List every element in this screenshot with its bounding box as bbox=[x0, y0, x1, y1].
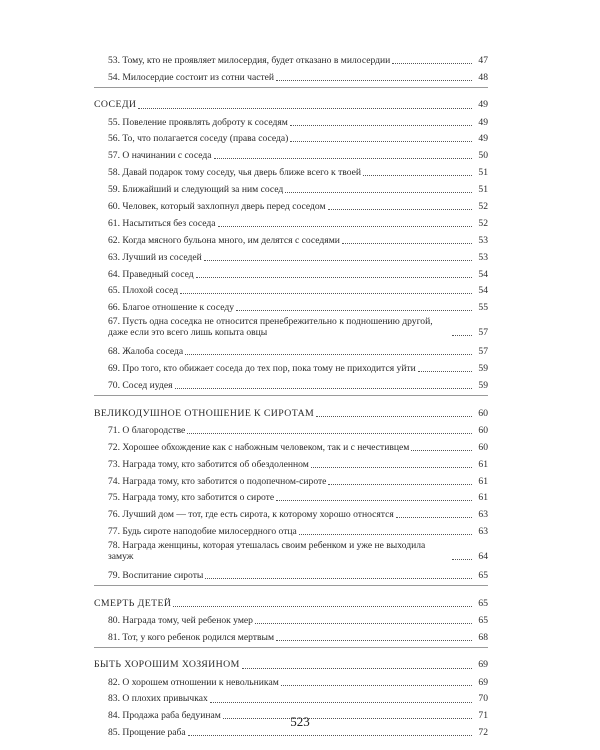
toc-entry-page: 71 bbox=[478, 710, 488, 722]
toc-entry-page: 72 bbox=[478, 727, 488, 739]
toc-entry-page: 51 bbox=[478, 184, 488, 196]
toc-entry-number: 65. bbox=[108, 285, 120, 297]
toc-entry[interactable] bbox=[94, 49, 488, 66]
toc-entry[interactable] bbox=[94, 487, 488, 504]
section-heading-title: ВЕЛИКОДУШНОЕ ОТНОШЕНИЕ К СИРОТАМ bbox=[94, 407, 315, 419]
toc-entry-number: 83. bbox=[108, 693, 120, 705]
toc-entry[interactable] bbox=[94, 419, 488, 436]
toc-entry[interactable] bbox=[94, 313, 488, 340]
toc-entry-page: 57 bbox=[478, 327, 488, 339]
toc-entry-title bbox=[108, 235, 340, 246]
toc-entry-title bbox=[108, 509, 394, 520]
toc-entry-text: Хорошее обхождение как с набожным человеком, так и с нечестивцем bbox=[122, 441, 410, 453]
toc-entry-page: 53 bbox=[478, 251, 488, 263]
dot-leader bbox=[175, 388, 472, 389]
toc-entry-text: Праведный сосед bbox=[122, 268, 194, 280]
dot-leader bbox=[180, 293, 472, 294]
toc-entry-text: Пусть одна соседка не относится пренебрежительно к подношению другой, даже если это всего лишь копыта овцы bbox=[108, 316, 433, 339]
toc-entry-title bbox=[108, 540, 450, 562]
dot-leader bbox=[316, 416, 472, 417]
toc-entry-page: 61 bbox=[478, 492, 488, 504]
toc-entry-text: Награда тому, кто заботится об обездоленном bbox=[122, 458, 309, 470]
toc-entry-number: 85. bbox=[108, 727, 120, 739]
toc-entry-page: 48 bbox=[478, 71, 488, 83]
toc-entry-number: 79. bbox=[108, 570, 120, 582]
toc-entry-title bbox=[108, 677, 279, 688]
toc-entry-page: 50 bbox=[478, 150, 488, 162]
toc-entry[interactable] bbox=[94, 296, 488, 313]
dot-leader bbox=[138, 108, 472, 109]
dot-leader bbox=[188, 735, 472, 736]
dot-leader bbox=[411, 450, 472, 451]
section-heading-page: 49 bbox=[478, 99, 488, 111]
toc-entry-number: 58. bbox=[108, 167, 120, 179]
toc-entry-page: 59 bbox=[478, 363, 488, 375]
toc-entry-number: 71. bbox=[108, 424, 120, 436]
toc-entry-text: Награда женщины, которая утешалась своим ребенком и уже не выходила замуж bbox=[108, 540, 426, 563]
toc-section bbox=[94, 396, 488, 586]
toc-entry[interactable] bbox=[94, 688, 488, 705]
toc-entry-title bbox=[108, 363, 416, 374]
toc-entry-title bbox=[108, 526, 297, 537]
dot-leader bbox=[290, 141, 472, 142]
section-heading[interactable] bbox=[94, 402, 488, 419]
toc-entry-text: Награда тому, кто заботится о подопечном-сироте bbox=[122, 475, 327, 487]
toc-entry[interactable] bbox=[94, 111, 488, 128]
dot-leader bbox=[276, 640, 472, 641]
toc-entry-title bbox=[108, 615, 253, 626]
toc-entry-number: 72. bbox=[108, 441, 120, 453]
toc-entry[interactable] bbox=[94, 144, 488, 161]
toc-entry-text: Человек, который захлопнул дверь перед соседом bbox=[122, 200, 326, 212]
toc-entry-number: 62. bbox=[108, 234, 120, 246]
toc-entry-page: 54 bbox=[478, 268, 488, 280]
dot-leader bbox=[299, 534, 472, 535]
toc-entry-text: То, что полагается соседу (права соседа) bbox=[122, 133, 289, 145]
toc-entry[interactable] bbox=[94, 436, 488, 453]
section-heading-title: СОСЕДИ bbox=[94, 99, 137, 111]
dot-leader bbox=[311, 467, 472, 468]
toc-entry[interactable] bbox=[94, 229, 488, 246]
dot-leader bbox=[290, 125, 472, 126]
toc-entry[interactable] bbox=[94, 161, 488, 178]
toc-entry-title bbox=[108, 117, 288, 128]
toc-entry-title bbox=[108, 133, 288, 144]
toc-entry-number: 57. bbox=[108, 150, 120, 162]
section-heading-title: БЫТЬ ХОРОШИМ ХОЗЯИНОМ bbox=[94, 659, 240, 671]
dot-leader bbox=[452, 559, 472, 560]
toc-entry-text: Про того, кто обижает соседа до тех пор, пока тому не приходится уйти bbox=[122, 363, 416, 375]
toc-entry-text: Тому, кто не проявляет милосердия, будет отказано в милосердии bbox=[122, 54, 391, 66]
toc-entry-number: 84. bbox=[108, 710, 120, 722]
toc-entry[interactable] bbox=[94, 340, 488, 357]
toc-entry-number: 80. bbox=[108, 614, 120, 626]
toc-entry-page: 54 bbox=[478, 285, 488, 297]
toc-entry-number: 70. bbox=[108, 380, 120, 392]
toc-entry-page: 53 bbox=[478, 234, 488, 246]
toc-entry-page: 57 bbox=[478, 346, 488, 358]
toc-section bbox=[94, 0, 488, 88]
toc-entry-text: Лучший дом — тот, где есть сирота, к которому хорошо относятся bbox=[122, 509, 394, 521]
toc-entry-text: О благородстве bbox=[122, 424, 186, 436]
toc-entry-title bbox=[108, 150, 212, 161]
toc-section bbox=[94, 586, 488, 648]
toc-entry-text: Жалоба соседа bbox=[122, 346, 184, 358]
toc-entry-number: 77. bbox=[108, 526, 120, 538]
toc-entry-title bbox=[108, 693, 208, 704]
toc-entry-page: 68 bbox=[478, 631, 488, 643]
section-heading-page: 69 bbox=[478, 659, 488, 671]
toc-entry-page: 69 bbox=[478, 676, 488, 688]
toc-entry[interactable] bbox=[94, 520, 488, 537]
section-heading-title: СМЕРТЬ ДЕТЕЙ bbox=[94, 597, 172, 609]
toc-entry-number: 59. bbox=[108, 184, 120, 196]
toc-entry-number: 81. bbox=[108, 631, 120, 643]
toc-entry-page: 65 bbox=[478, 570, 488, 582]
toc-entry[interactable] bbox=[94, 374, 488, 391]
toc-entry-page: 65 bbox=[478, 614, 488, 626]
toc-entry-text: Плохой сосед bbox=[122, 285, 179, 297]
dot-leader bbox=[342, 243, 472, 244]
toc-entry-number: 68. bbox=[108, 346, 120, 358]
dot-leader bbox=[214, 158, 473, 159]
dot-leader bbox=[363, 175, 472, 176]
toc-entry-number: 66. bbox=[108, 302, 120, 314]
toc-entry-page: 61 bbox=[478, 458, 488, 470]
toc-entry[interactable] bbox=[94, 564, 488, 581]
dot-leader bbox=[196, 277, 472, 278]
dot-leader bbox=[281, 685, 472, 686]
dot-leader bbox=[396, 517, 472, 518]
dot-leader bbox=[392, 63, 472, 64]
dot-leader bbox=[276, 500, 472, 501]
toc-entry-title bbox=[108, 380, 173, 391]
dot-leader bbox=[452, 335, 472, 336]
toc-entry[interactable] bbox=[94, 453, 488, 470]
toc-entry-title bbox=[108, 201, 326, 212]
toc-entry[interactable] bbox=[94, 280, 488, 297]
toc-entry-number: 69. bbox=[108, 363, 120, 375]
dot-leader bbox=[236, 310, 472, 311]
toc-section bbox=[94, 88, 488, 396]
section-heading-page: 65 bbox=[478, 597, 488, 609]
toc-entry[interactable] bbox=[94, 357, 488, 374]
toc-entry-text: Продажа раба бедуинам bbox=[122, 710, 221, 722]
toc-entry-page: 60 bbox=[478, 441, 488, 453]
toc-entry-page: 55 bbox=[478, 302, 488, 314]
dot-leader bbox=[328, 484, 472, 485]
dot-leader bbox=[210, 702, 472, 703]
toc-entry-number: 75. bbox=[108, 492, 120, 504]
toc-entry[interactable] bbox=[94, 503, 488, 520]
dot-leader bbox=[187, 433, 472, 434]
toc-entry-text: Сосед иудея bbox=[122, 380, 173, 392]
toc-entry-title bbox=[108, 492, 274, 503]
dot-leader bbox=[285, 192, 472, 193]
toc-entry-text: Прощение раба bbox=[122, 727, 186, 739]
toc-entry-title bbox=[108, 252, 202, 263]
toc-entry-text: Лучший из соседей bbox=[122, 251, 202, 263]
toc-entry[interactable] bbox=[94, 470, 488, 487]
dot-leader bbox=[255, 623, 472, 624]
toc-entry-page: 49 bbox=[478, 116, 488, 128]
toc-entry-page: 51 bbox=[478, 167, 488, 179]
dot-leader bbox=[218, 226, 472, 227]
toc-entry-number: 55. bbox=[108, 116, 120, 128]
toc-entry-title bbox=[108, 269, 194, 280]
dot-leader bbox=[205, 578, 472, 579]
toc-entry-number: 60. bbox=[108, 200, 120, 212]
toc-entry-page: 70 bbox=[478, 693, 488, 705]
toc-entry[interactable] bbox=[94, 178, 488, 195]
toc-entry-text: О плохих привычках bbox=[122, 693, 208, 705]
toc-entry-number: 76. bbox=[108, 509, 120, 521]
toc-entry-number: 61. bbox=[108, 217, 120, 229]
toc-entry[interactable] bbox=[94, 626, 488, 643]
toc-entry-page: 49 bbox=[478, 133, 488, 145]
dot-leader bbox=[418, 371, 472, 372]
toc-entry-text: Тот, у кого ребенок родился мертвым bbox=[122, 631, 275, 643]
toc-entry-text: Ближайший и следующий за ним сосед bbox=[122, 184, 284, 196]
toc-entry-title bbox=[108, 285, 178, 296]
toc-entry[interactable] bbox=[94, 609, 488, 626]
toc-entry-text: О хорошем отношении к невольникам bbox=[122, 676, 279, 688]
toc-entry-page: 60 bbox=[478, 424, 488, 436]
toc-entry-text: Когда мясного бульона много, им делятся с соседями bbox=[122, 234, 340, 246]
table-of-contents bbox=[94, 0, 488, 742]
toc-entry[interactable] bbox=[94, 246, 488, 263]
toc-entry-title bbox=[108, 346, 183, 357]
toc-entry-page: 61 bbox=[478, 475, 488, 487]
toc-entry-text: Награда тому, чей ребенок умер bbox=[122, 614, 253, 626]
toc-entry-text: Насытиться без соседа bbox=[122, 217, 216, 229]
dot-leader bbox=[185, 354, 472, 355]
toc-entry-title bbox=[108, 218, 216, 229]
toc-entry-number: 78. bbox=[108, 540, 120, 552]
toc-entry-number: 54. bbox=[108, 71, 120, 83]
toc-entry-text: Награда тому, кто заботится о сироте bbox=[122, 492, 275, 504]
toc-entry-page: 47 bbox=[478, 54, 488, 66]
dot-leader bbox=[173, 606, 472, 607]
section-heading[interactable] bbox=[94, 94, 488, 111]
toc-entry-page: 59 bbox=[478, 380, 488, 392]
toc-entry[interactable] bbox=[94, 195, 488, 212]
toc-entry[interactable] bbox=[94, 263, 488, 280]
page-number: 523 bbox=[290, 714, 310, 729]
toc-entry-title bbox=[108, 632, 274, 643]
toc-entry-text: Давай подарок тому соседу, чья дверь ближе всего к твоей bbox=[122, 167, 362, 179]
toc-entry-title bbox=[108, 425, 185, 436]
toc-entry-title bbox=[108, 316, 450, 338]
toc-entry-number: 53. bbox=[108, 54, 120, 66]
toc-entry-text: Будь сироте наподобие милосердного отца bbox=[122, 526, 297, 538]
toc-entry-page: 52 bbox=[478, 200, 488, 212]
toc-entry-title bbox=[108, 72, 274, 83]
toc-entry-text: Благое отношение к соседу bbox=[122, 302, 235, 314]
toc-entry-title bbox=[108, 184, 283, 195]
toc-entry-page: 52 bbox=[478, 217, 488, 229]
toc-entry-title bbox=[108, 442, 409, 453]
toc-entry-text: Воспитание сироты bbox=[122, 570, 204, 582]
toc-entry-number: 56. bbox=[108, 133, 120, 145]
toc-entry-page: 63 bbox=[478, 526, 488, 538]
toc-entry-title bbox=[108, 167, 361, 178]
toc-entry-number: 64. bbox=[108, 268, 120, 280]
toc-entry-number: 74. bbox=[108, 475, 120, 487]
toc-entry[interactable] bbox=[94, 128, 488, 145]
toc-entry-text: О начинании с соседа bbox=[122, 150, 212, 162]
dot-leader bbox=[276, 80, 472, 81]
toc-entry[interactable] bbox=[94, 537, 488, 564]
toc-entry-text: Повеление проявлять доброту к соседям bbox=[122, 116, 288, 128]
dot-leader bbox=[242, 668, 472, 669]
toc-entry[interactable] bbox=[94, 671, 488, 688]
toc-entry-number: 63. bbox=[108, 251, 120, 263]
toc-entry[interactable] bbox=[94, 66, 488, 83]
toc-entry-title bbox=[108, 302, 234, 313]
toc-entry-number: 73. bbox=[108, 458, 120, 470]
toc-entry-title bbox=[108, 476, 326, 487]
toc-entry[interactable] bbox=[94, 212, 488, 229]
section-heading[interactable] bbox=[94, 592, 488, 609]
toc-entry-number: 67. bbox=[108, 316, 120, 328]
section-heading-page: 60 bbox=[478, 407, 488, 419]
toc-entry-page: 64 bbox=[478, 551, 488, 563]
toc-entry-title bbox=[108, 459, 309, 470]
toc-entry-text: Милосердие состоит из сотни частей bbox=[122, 71, 275, 83]
dot-leader bbox=[328, 209, 472, 210]
toc-entry-title bbox=[108, 55, 390, 66]
dot-leader bbox=[204, 260, 472, 261]
section-heading[interactable] bbox=[94, 654, 488, 671]
toc-entry-number: 82. bbox=[108, 676, 120, 688]
toc-entry-title bbox=[108, 570, 203, 581]
toc-entry-page: 63 bbox=[478, 509, 488, 521]
